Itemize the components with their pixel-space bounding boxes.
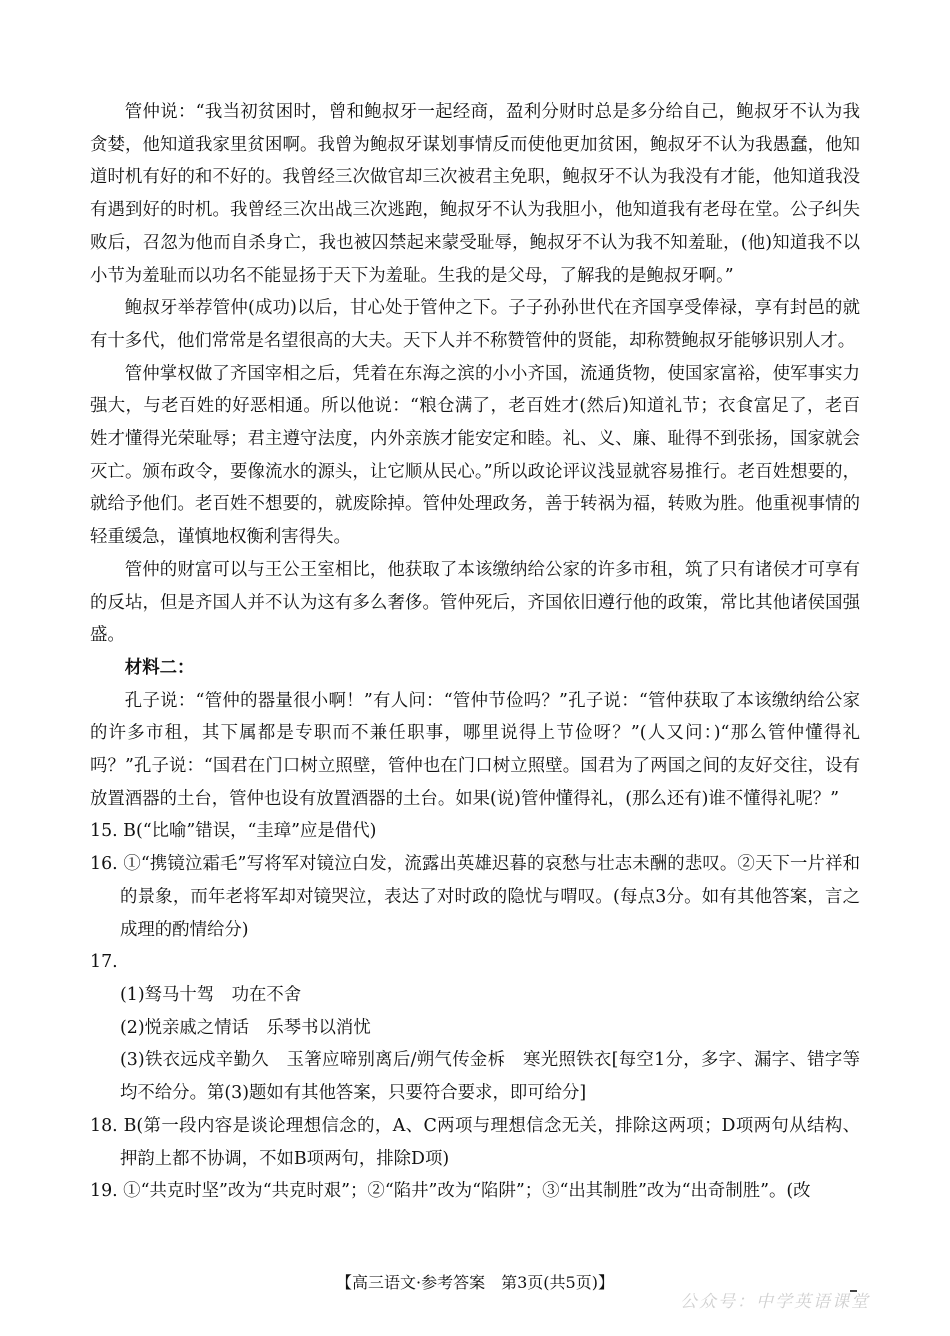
answer-17-2: (2)悦亲戚之情话 乐琴书以消忧 bbox=[120, 1017, 371, 1038]
answer-19: 19. ①“共克时坚”改为“共克时艰”；②“陷井”改为“陷阱”；③“出其制胜”改为“出奇制胜”。(改 bbox=[90, 1181, 811, 1202]
paragraph-guanzhong-speech: 管仲说：“我当初贫困时，曾和鲍叔牙一起经商，盈利分财时总是多分给自己，鲍叔牙不认为我贪婪，他知道我家里贫困啊。我曾为鲍叔牙谋划事情反而使他更加贫困，鲍叔牙不认为我愚蠢，他知道时机有好的和不好的。我曾经三次做官却三次被君主免职，鲍叔牙不认为我没有才能，他知道我没有遇到好的时机。我曾经三次出战三次逃跑，鲍叔牙不认为我胆小，他知道我有老母在堂。公子纠失败后，召忽为他而自杀身亡，我也被囚禁起来蒙受耻辱，鲍叔牙不认为我不知羞耻，(他)知道我不以小节为羞耻而以功名不能显扬于天下为羞耻。生我的是父母，了解我的是鲍叔牙啊。” bbox=[90, 102, 860, 286]
material-two-heading: 材料二： bbox=[124, 657, 195, 678]
page-footer: 【高三语文·参考答案 第3页(共5页)】 bbox=[336, 1273, 614, 1292]
answer-17-3: (3)铁衣远戍辛勤久 玉箸应啼别离后/朔气传金柝 寒光照铁衣[每空1分，多字、漏字、错字等均不给分。第(3)题如有其他答案，只要符合要求，即可给分] bbox=[120, 1050, 860, 1104]
paragraph-wealth: 管仲的财富可以与王公王室相比，他获取了本该缴纳给公家的许多市租，筑了只有诸侯才可享有的反坫，但是齐国人并不认为这有多么奢侈。管仲死后，齐国依旧遵行他的政策，常比其他诸侯国强盛。 bbox=[90, 559, 860, 646]
answer-17-1: (1)驽马十驾 功在不舍 bbox=[120, 984, 302, 1005]
paragraph-confucius: 孔子说：“管仲的器量很小啊！”有人问：“管仲节俭吗？”孔子说：“管仲获取了本该缴纳给公家的许多市租，其下属都是专职而不兼任职事，哪里说得上节俭呀？”(人又问：)“那么管仲懂得礼吗？”孔子说：“国君在门口树立照壁，管仲也在门口树立照壁。国君为了两国之间的友好交往，设有放置酒器的土台，管仲也设有放置酒器的土台。如果(说)管仲懂得礼，(那么还有)谁不懂得礼呢？” bbox=[90, 690, 860, 809]
paragraph-governance: 管仲掌权做了齐国宰相之后，凭着在东海之滨的小小齐国，流通货物，使国家富裕，使军事实力强大，与老百姓的好恶相通。所以他说：“粮仓满了，老百姓才(然后)知道礼节；衣食富足了，老百姓才懂得光荣耻辱；君主遵守法度，内外亲族才能安定和睦。礼、义、廉、耻得不到张扬，国家就会灭亡。颁布政令，要像流水的源头，让它顺从民心。”所以政论评议浅显就容易推行。老百姓想要的，就给予他们。老百姓不想要的，就废除掉。管仲处理政务，善于转祸为福，转败为胜。他重视事情的轻重缓急，谨慎地权衡利害得失。 bbox=[90, 363, 860, 548]
watermark-text: 公众号：中学英语课堂 bbox=[680, 1292, 870, 1312]
answer-17-label: 17. bbox=[90, 952, 118, 973]
paragraph-baoshuya: 鲍叔牙举荐管仲(成功)以后，甘心处于管仲之下。子子孙孙世代在齐国享受俸禄，享有封邑的就有十多代，他们常常是名望很高的大夫。天下人并不称赞管仲的贤能，却称赞鲍叔牙能够识别人才。 bbox=[90, 298, 860, 351]
answer-16: 16. ①“携镜泣霜毛”写将军对镜泣白发，流露出英雄迟暮的哀愁与壮志未酬的悲叹。②天下一片祥和的景象，而年老将军却对镜哭泣，表达了对时政的隐忧与喟叹。(每点3分。如有其他答案，言之成理的酌情给分) bbox=[90, 854, 860, 940]
answer-15: 15. B(“比喻”错误，“圭璋”应是借代) bbox=[90, 821, 377, 842]
answer-18: 18. B(第一段内容是谈论理想信念的，A、C两项与理想信念无关，排除这两项；D项两句从结构、押韵上都不协调，不如B项两句，排除D项) bbox=[90, 1115, 860, 1169]
answer-content bbox=[90, 96, 860, 1208]
